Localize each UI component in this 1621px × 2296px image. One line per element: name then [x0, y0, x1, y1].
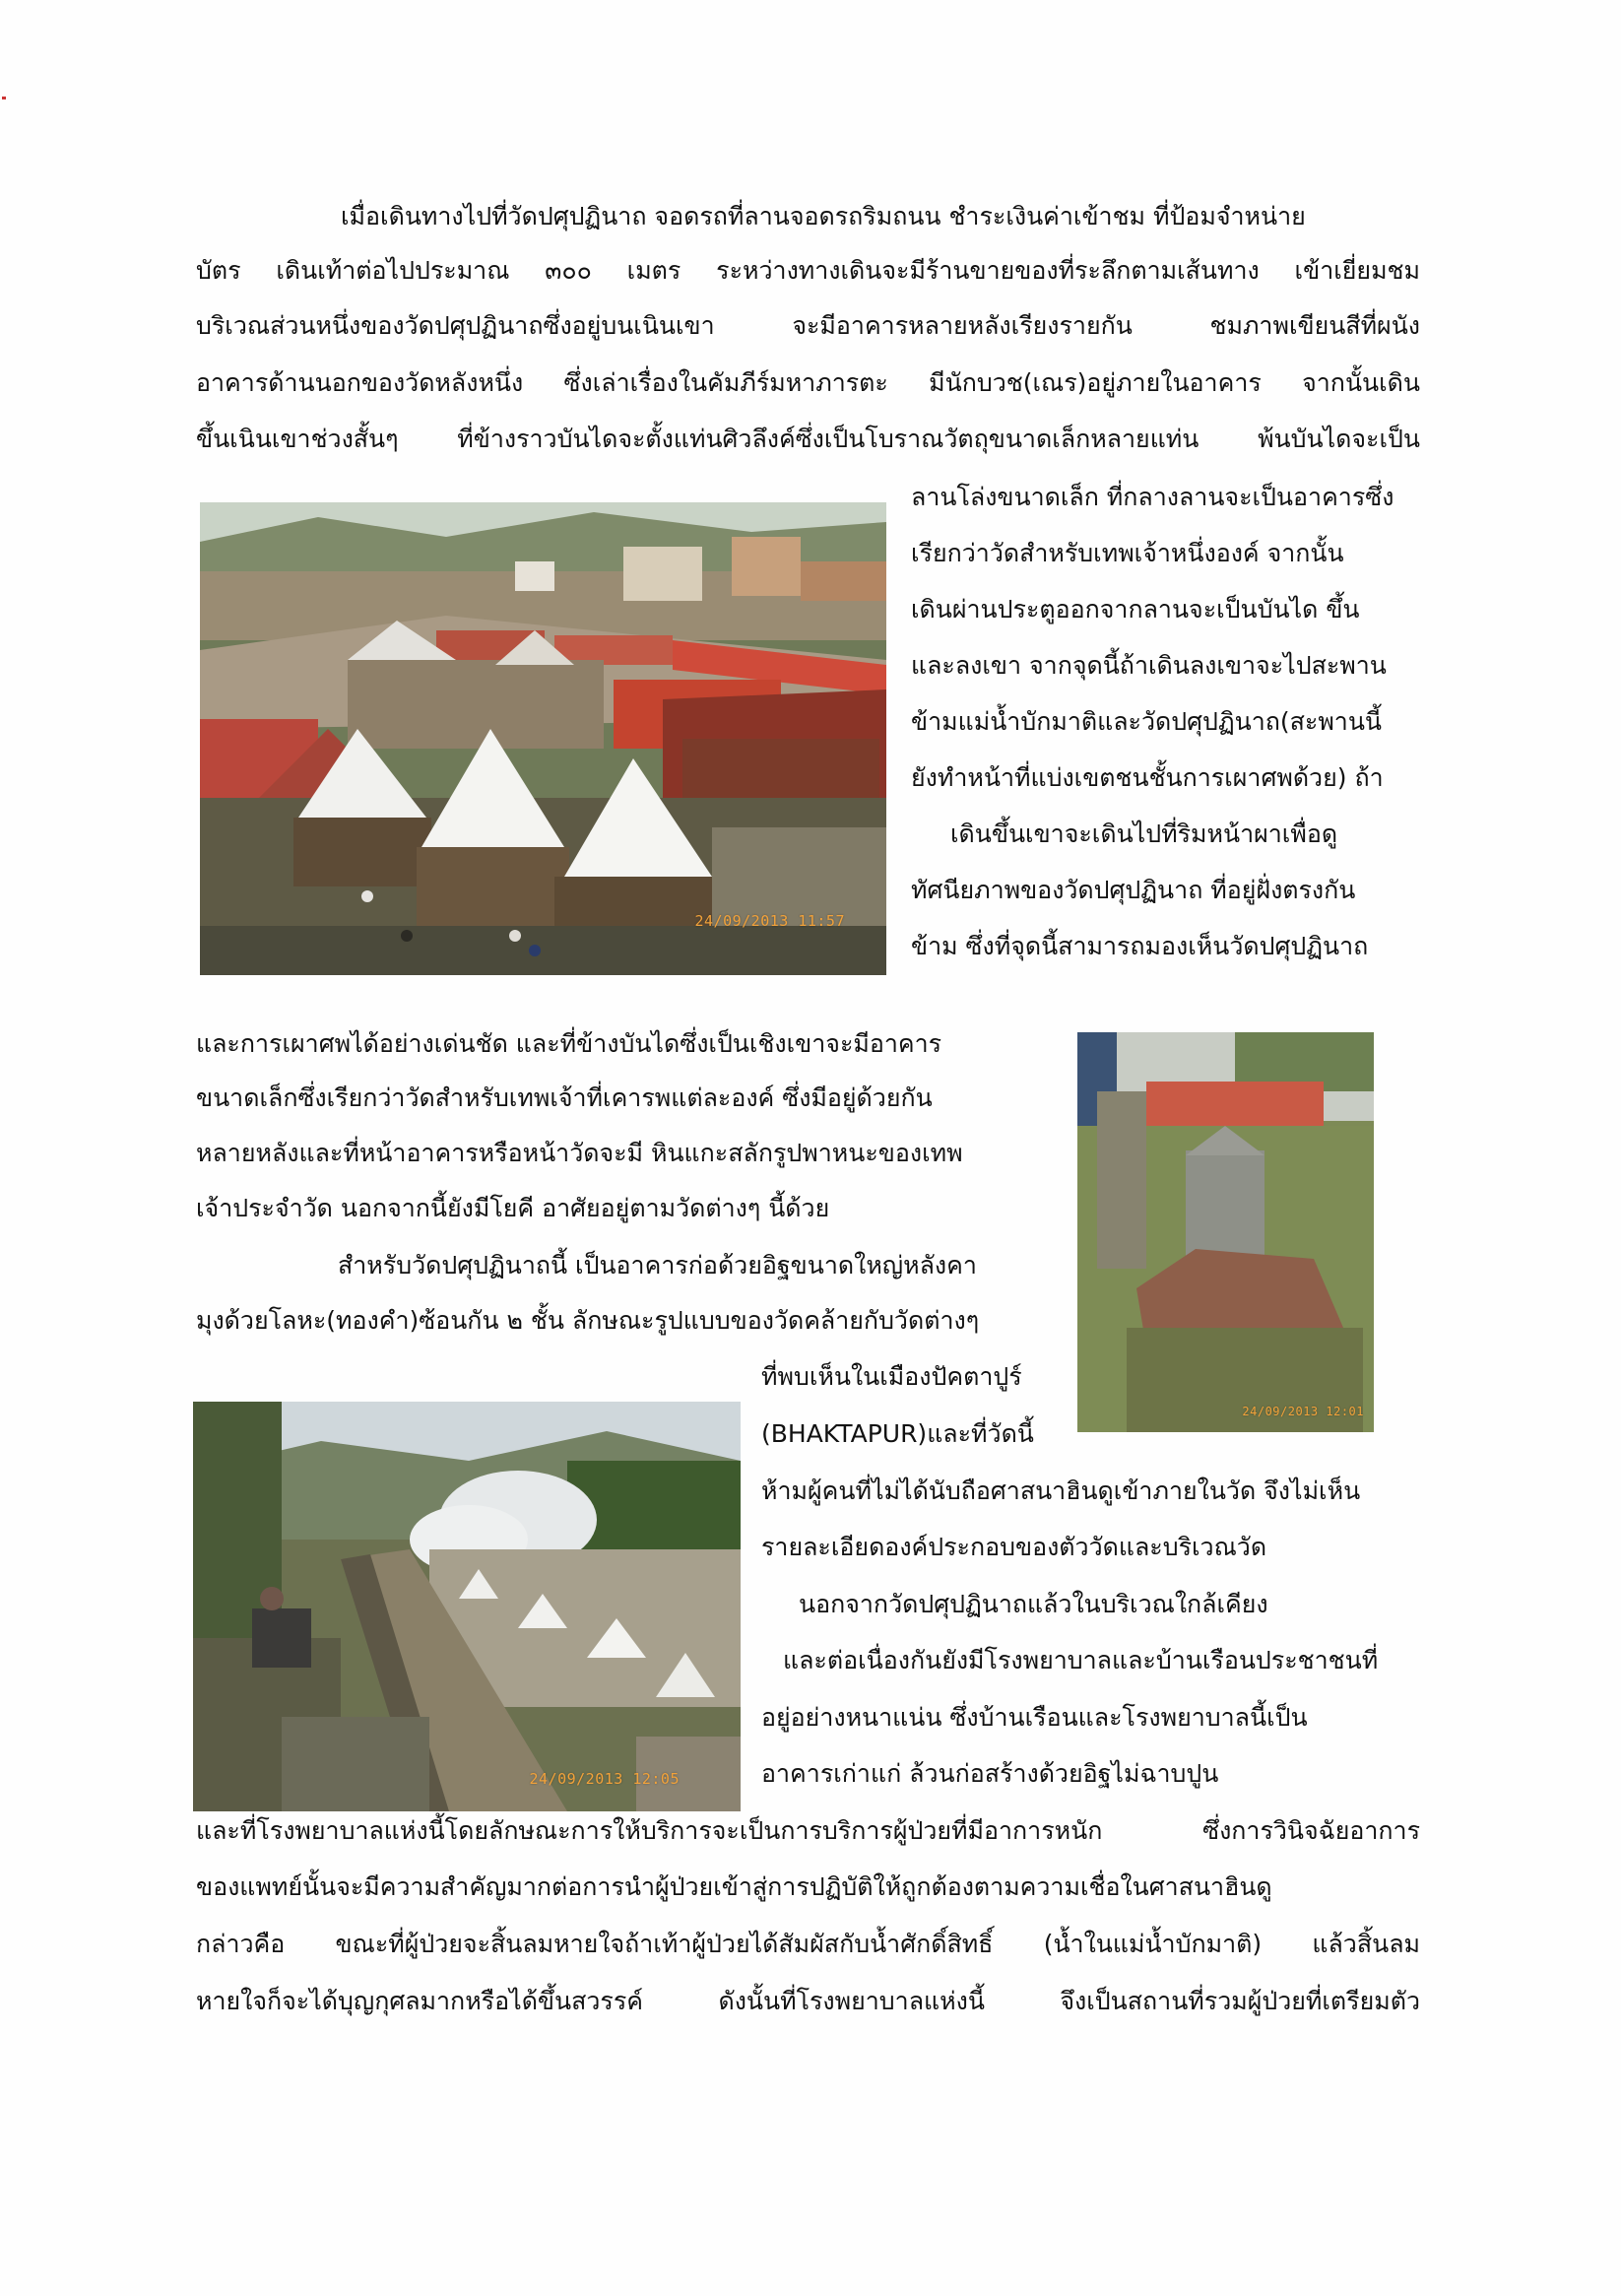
- text-line: มุงด้วยโลหะ(ทองคำ)ซ้อนกัน ๒ ชั้น ลักษณะรูปแบบของวัดคล้ายกับวัดต่างๆ: [196, 1306, 980, 1335]
- text-line: ยังทำหน้าที่แบ่งเขตชนชั้นการเผาศพด้วย) ถ้า: [911, 763, 1384, 792]
- text-line: สำหรับวัดปศุปฏินาถนี้ เป็นอาคารก่อด้วยอิฐขนาดใหญ่หลังคา: [338, 1251, 977, 1279]
- photo-date-stamp: 24/09/2013 12:01: [1242, 1405, 1364, 1418]
- text-line: ขึ้นเนินเขาช่วงสั้นๆ ที่ข้างราวบันไดจะตั้งแท่นศิวลึงค์ซึ่งเป็นโบราณวัตถุขนาดเล็กหลายแท่น พ้นบันไดจะเป็น: [196, 425, 1420, 453]
- text-line: ที่พบเห็นในเมืองปัคตาปูร์: [761, 1362, 1022, 1391]
- text-line: หลายหลังและที่หน้าอาคารหรือหน้าวัดจะมี หินแกะสลักรูปพาหนะของเทพ: [196, 1139, 963, 1167]
- photo-date-stamp: 24/09/2013 12:05: [529, 1770, 680, 1788]
- text-line: และการเผาศพได้อย่างเด่นชัด และที่ข้างบันไดซึ่งเป็นเชิงเขาจะมีอาคาร: [196, 1029, 942, 1058]
- text-line: เมื่อเดินทางไปที่วัดปศุปฏินาถ จอดรถที่ลานจอดรถริมถนน ชำระเงินค่าเข้าชม ที่ป้อมจำหน่าย: [341, 202, 1306, 230]
- text-line: อาคารด้านนอกของวัดหลังหนึ่ง ซึ่งเล่าเรื่องในคัมภีร์มหาภารตะ มีนักบวช(เณร)อยู่ภายในอาคาร จากนั้นเดิน: [196, 368, 1420, 397]
- text-line: และลงเขา จากจุดนี้ถ้าเดินลงเขาจะไปสะพาน: [911, 651, 1387, 680]
- photo-carved-stone: [1077, 1032, 1374, 1432]
- text-line: ขนาดเล็กซึ่งเรียกว่าวัดสำหรับเทพเจ้าที่เคารพแต่ละองค์ ซึ่งมีอยู่ด้วยกัน: [196, 1083, 933, 1112]
- text-line: ข้าม ซึ่งที่จุดนี้สามารถมองเห็นวัดปศุปฏินาถ: [911, 932, 1369, 960]
- text-line: เจ้าประจำวัด นอกจากนี้ยังมีโยคี อาศัยอยู่ตามวัดต่างๆ นี้ด้วย: [196, 1194, 830, 1222]
- text-line: เดินขึ้นเขาจะเดินไปที่ริมหน้าผาเพื่อดู: [950, 820, 1338, 848]
- text-line: เดินผ่านประตูออกจากลานจะเป็นบันได ขึ้น: [911, 595, 1360, 623]
- text-line: อาคารเก่าแก่ ล้วนก่อสร้างด้วยอิฐไม่ฉาบปูน: [761, 1759, 1219, 1788]
- text-line: (BHAKTAPUR)และที่วัดนี้: [761, 1419, 1034, 1448]
- scan-speck: [2, 97, 6, 99]
- text-line: บริเวณส่วนหนึ่งของวัดปศุปฏินาถซึ่งอยู่บนเนินเขา จะมีอาคารหลายหลังเรียงรายกัน ชมภาพเขียนสีที่ผนัง: [196, 311, 1420, 340]
- text-line: ห้ามผู้คนที่ไม่ได้นับถือศาสนาฮินดูเข้าภายในวัด จึงไม่เห็น: [761, 1476, 1361, 1505]
- text-line: รายละเอียดองค์ประกอบของตัววัดและบริเวณวัด: [761, 1533, 1267, 1561]
- photo-temple-complex: [200, 502, 886, 975]
- text-line: เรียกว่าวัดสำหรับเทพเจ้าหนึ่งองค์ จากนั้น: [911, 539, 1344, 567]
- text-line: และต่อเนื่องกันยังมีโรงพยาบาลและบ้านเรือนประชาชนที่: [783, 1646, 1379, 1674]
- photo-river-ghats: [193, 1402, 741, 1811]
- text-line: กล่าวคือ ขณะที่ผู้ป่วยจะสิ้นลมหายใจถ้าเท้าผู้ป่วยได้สัมผัสกับน้ำศักดิ์สิทธิ์ (น้ำในแม่น้ำบักมาติ) แล้วสิ้นลม: [196, 1930, 1420, 1958]
- text-line: ข้ามแม่น้ำบักมาติและวัดปศุปฏินาถ(สะพานนี้: [911, 707, 1383, 736]
- text-line: บัตร เดินเท้าต่อไปประมาณ ๓๐๐ เมตร ระหว่างทางเดินจะมีร้านขายของที่ระลึกตามเส้นทาง เข้าเยี่ยมชม: [196, 256, 1420, 285]
- photo-date-stamp: 24/09/2013 11:57: [694, 912, 845, 930]
- text-line: ของแพทย์นั้นจะมีความสำคัญมากต่อการนำผู้ป่วยเข้าสู่การปฏิบัติให้ถูกต้องตามความเชื่อในศาสนาฮินดู: [196, 1872, 1272, 1901]
- text-line: อยู่อย่างหนาแน่น ซึ่งบ้านเรือนและโรงพยาบาลนี้เป็น: [761, 1703, 1308, 1732]
- text-line: หายใจก็จะได้บุญกุศลมากหรือได้ขึ้นสวรรค์ ดังนั้นที่โรงพยาบาลแห่งนี้ จึงเป็นสถานที่รวมผู้ป่วยที่เตรียมตัว: [196, 1987, 1420, 2015]
- text-line: และที่โรงพยาบาลแห่งนี้โดยลักษณะการให้บริการจะเป็นการบริการผู้ป่วยที่มีอาการหนัก ซึ่งการวินิจฉัยอาการ: [196, 1816, 1420, 1845]
- text-line: นอกจากวัดปศุปฏินาถแล้วในบริเวณใกล้เคียง: [799, 1590, 1268, 1618]
- text-line: ลานโล่งขนาดเล็ก ที่กลางลานจะเป็นอาคารซึ่ง: [911, 483, 1394, 511]
- text-line: ทัศนียภาพของวัดปศุปฏินาถ ที่อยู่ฝั่งตรงกัน: [911, 876, 1356, 904]
